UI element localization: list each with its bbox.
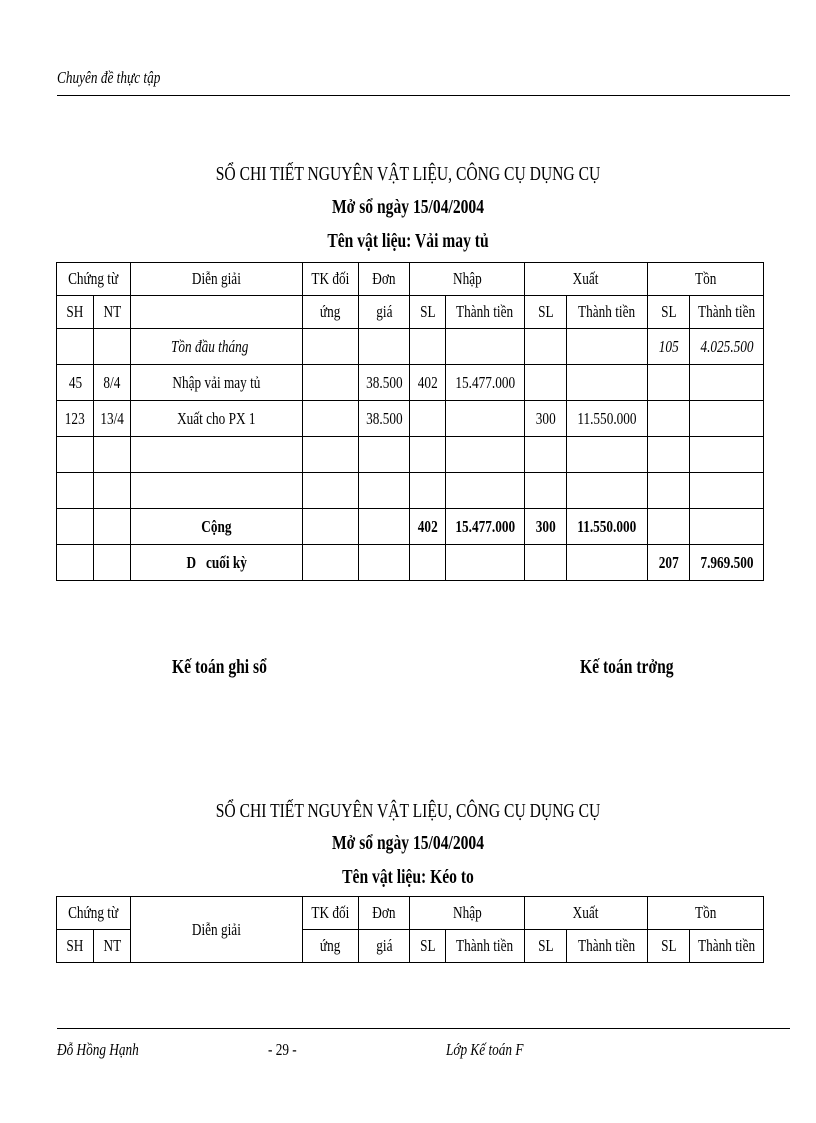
header-row-1: [57, 897, 764, 930]
col-gia: giá: [359, 930, 410, 963]
col-nt: NT: [94, 930, 131, 963]
col-xuat-sl: SL: [525, 930, 567, 963]
col-dien-giai-blank: [131, 296, 303, 329]
col-sh: SH: [57, 930, 94, 963]
col-ton-tt: Thành tiền: [690, 930, 764, 963]
header-row-2: [57, 296, 764, 329]
col-chung-tu: Chứng từ: [57, 263, 131, 296]
row-label: Tồn đầu tháng: [131, 329, 303, 365]
col-don: Đơn: [359, 263, 410, 296]
col-chung-tu: Chứng từ: [57, 897, 131, 930]
col-xuat-tt: Thành tiền: [567, 930, 648, 963]
ledger1-table: [56, 262, 764, 581]
col-gia: giá: [359, 296, 410, 329]
ledger1-title: SỔ CHI TIẾT NGUYÊN VẬT LIỆU, CÔNG CỤ DỤNG CỤ: [215, 163, 601, 185]
ledger2-material: Tên vật liệu: Kéo to: [342, 866, 474, 888]
closing-row: D cuối kỳ 207 7.969.500: [57, 545, 764, 581]
total-row: Cộng 402 15.477.000 300 11.550.000: [57, 509, 764, 545]
header-title: Chuyên đề thực tập: [57, 68, 161, 87]
col-xuat-tt: Thành tiền: [567, 296, 648, 329]
row-label: Cộng: [131, 509, 303, 545]
col-xuat: Xuất: [525, 897, 648, 930]
col-don: Đơn: [359, 897, 410, 930]
footer-class: Lớp Kế toán F: [446, 1040, 524, 1059]
ledger2-title: SỔ CHI TIẾT NGUYÊN VẬT LIỆU, CÔNG CỤ DỤNG CỤ: [215, 800, 601, 822]
col-ton-tt: Thành tiền: [690, 296, 764, 329]
ledger2-open-date: Mở sổ ngày 15/04/2004: [331, 832, 485, 854]
col-ton-sl: SL: [648, 930, 690, 963]
col-dien-giai: Diễn giải: [131, 897, 303, 963]
signature-chief-accountant: Kế toán trởng: [580, 656, 674, 678]
col-tk-doi: TK đối: [303, 263, 359, 296]
ledger2-table: [56, 896, 764, 963]
row-label: Xuất cho PX 1: [131, 401, 303, 437]
row-label: D cuối kỳ: [131, 545, 303, 581]
col-tk-ung: ứng: [303, 930, 359, 963]
row-label: Nhập vải may tủ: [131, 365, 303, 401]
table-row-empty: [57, 473, 764, 509]
col-tk-doi: TK đối: [303, 897, 359, 930]
ledger1-open-date: Mở sổ ngày 15/04/2004: [331, 196, 485, 218]
col-xuat: Xuất: [525, 263, 648, 296]
col-ton-sl: SL: [648, 296, 690, 329]
col-ton: Tồn: [648, 897, 764, 930]
footer-rule: [57, 1028, 790, 1029]
table-row: 123 13/4 Xuất cho PX 1 38.500 300 11.550.000: [57, 401, 764, 437]
page-number: - 29 -: [268, 1040, 297, 1059]
footer-author: Đỗ Hồng Hạnh: [57, 1040, 139, 1059]
ledger1-material: Tên vật liệu: Vải may tủ: [327, 230, 489, 252]
table-row: Tồn đầu tháng 105 4.025.500: [57, 329, 764, 365]
col-nhap: Nhập: [410, 897, 525, 930]
col-xuat-sl: SL: [525, 296, 567, 329]
col-nhap-sl: SL: [410, 296, 446, 329]
col-nhap: Nhập: [410, 263, 525, 296]
col-nhap-tt: Thành tiền: [446, 930, 525, 963]
col-ton: Tồn: [648, 263, 764, 296]
header-row-1: [57, 263, 764, 296]
col-nhap-tt: Thành tiền: [446, 296, 525, 329]
signature-accountant: Kế toán ghi sổ: [172, 656, 267, 678]
table-row: 45 8/4 Nhập vải may tủ 38.500 402 15.477.000: [57, 365, 764, 401]
col-sh: SH: [57, 296, 94, 329]
col-tk-ung: ứng: [303, 296, 359, 329]
header-rule: [57, 95, 790, 96]
col-nt: NT: [94, 296, 131, 329]
col-dien-giai: Diễn giải: [131, 263, 303, 296]
col-nhap-sl: SL: [410, 930, 446, 963]
table-row-empty: [57, 437, 764, 473]
